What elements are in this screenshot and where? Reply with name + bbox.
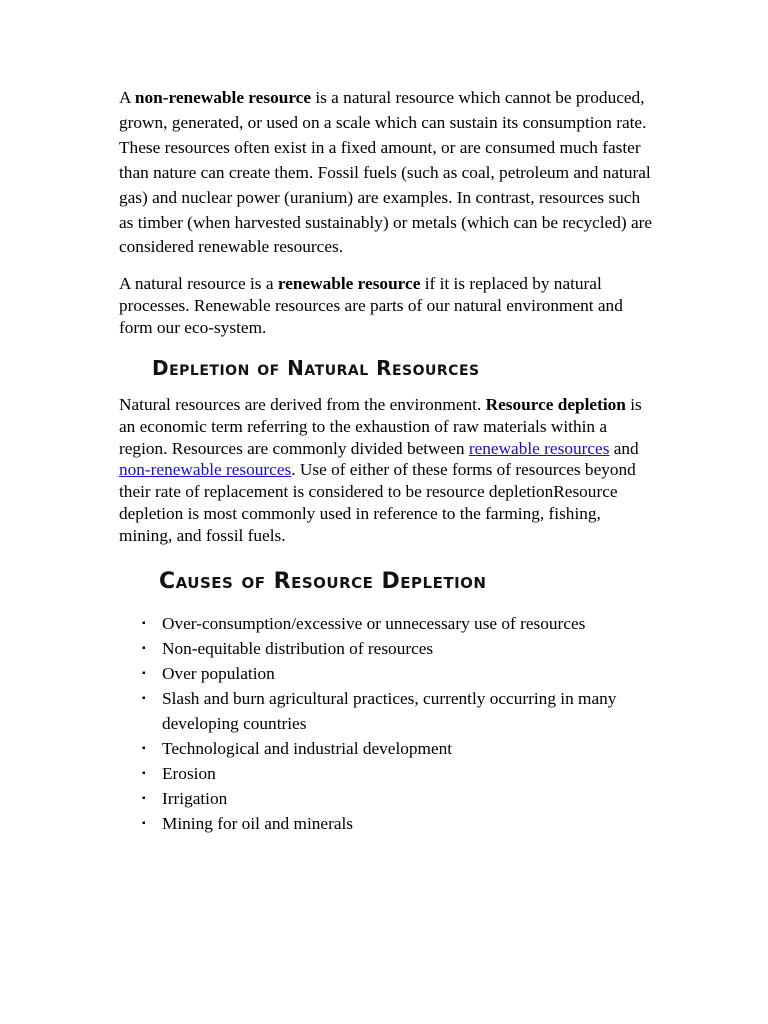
list-item — [142, 611, 654, 636]
square-bullet-icon: ▪ — [142, 693, 146, 705]
para2-text: if it is replaced by natural processes. Renewable resources are parts of our natural environment and form our eco-system. — [119, 274, 623, 338]
cause-text: Irrigation — [162, 789, 228, 809]
square-bullet-icon: ▪ — [142, 743, 146, 755]
cause-text: Slash and burn agricultural practices, currently occurring in many developing countries — [162, 689, 617, 734]
list-item — [142, 761, 654, 786]
list-item — [142, 636, 654, 661]
paragraph-renewable-definition — [119, 273, 654, 339]
paragraph-non-renewable-definition — [119, 86, 654, 260]
para3-and: and — [609, 438, 639, 458]
cause-text: Technological and industrial development — [162, 739, 453, 759]
link-renewable-resources[interactable]: renewable resources — [468, 438, 610, 458]
link-non-renewable-resources[interactable]: non-renewable resources — [119, 460, 292, 480]
square-bullet-icon: ▪ — [142, 768, 146, 780]
para3-lead: Natural resources are derived from the environment. — [119, 395, 486, 415]
heading-depletion-of-natural-resources: Depletion of Natural Resources — [152, 356, 480, 381]
list-item — [142, 661, 654, 686]
list-item — [142, 786, 654, 811]
term-renewable-resource: renewable resource — [277, 274, 421, 294]
list-item — [142, 736, 654, 761]
para1-text: is a natural resource which cannot be produced, grown, generated, or used on a scale which can sustain its consumption rate. These resources often exist in a fixed amount, or are consumed much faster than nature can create them. Fossil fuels (such as coal, petroleum and natural gas) and nuclear power (uranium) are examples. In contrast, resources such as timber (when harvested sustainably) or metals (which can be recycled) are considered renewable resources. — [119, 88, 653, 257]
document-page — [119, 86, 654, 836]
square-bullet-icon: ▪ — [142, 668, 146, 680]
square-bullet-icon: ▪ — [142, 793, 146, 805]
cause-text: Non-equitable distribution of resources — [162, 639, 434, 659]
term-resource-depletion: Resource depletion — [485, 395, 626, 415]
cause-text: Mining for oil and minerals — [162, 814, 354, 834]
cause-text: Over-consumption/excessive or unnecessary use of resources — [162, 614, 586, 634]
causes-list — [119, 611, 654, 836]
para1-lead: A — [119, 88, 135, 107]
paragraph-resource-depletion — [119, 394, 654, 546]
list-item — [142, 811, 654, 836]
term-non-renewable-resource: non-renewable resource — [134, 88, 312, 107]
cause-text: Over population — [162, 664, 275, 684]
square-bullet-icon: ▪ — [142, 618, 146, 630]
cause-text: Erosion — [162, 764, 216, 784]
square-bullet-icon: ▪ — [142, 818, 146, 830]
square-bullet-icon: ▪ — [142, 643, 146, 655]
list-item — [142, 686, 654, 736]
para2-lead: A natural resource is a — [119, 274, 278, 294]
para3-mid: is an economic term referring to the exhaustion of raw materials within a region. Resources are commonly divided between — [119, 395, 642, 458]
heading-causes-of-resource-depletion: Causes of Resource Depletion — [159, 569, 487, 595]
para3-text: . Use of either of these forms of resources beyond their rate of replacement is considered to be resource depletionResource depletion is most commonly used in reference to the farming, fishing, mining, and fossil fuels. — [119, 460, 636, 545]
